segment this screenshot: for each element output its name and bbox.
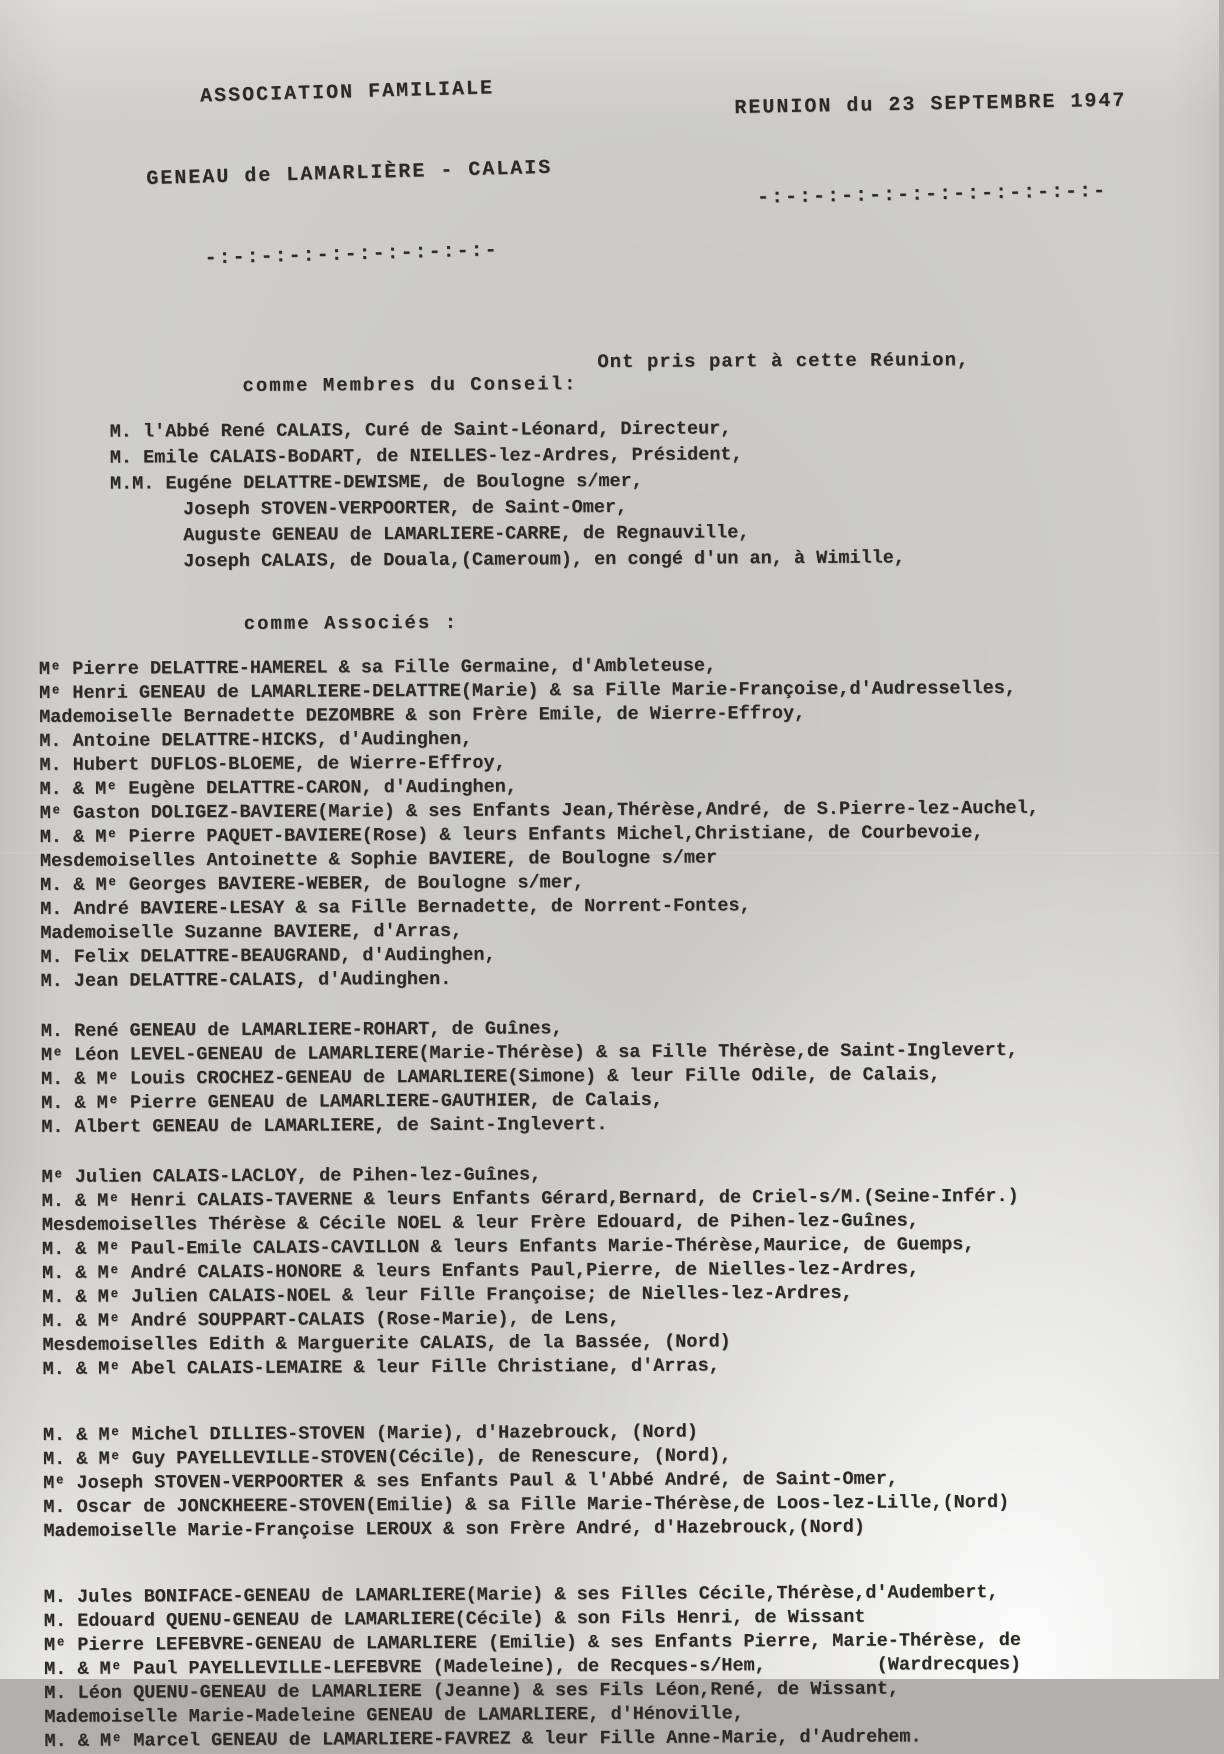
associates-group-1 <box>39 652 1192 994</box>
document-text-line: Joseph CALAIS, de Douala,(Cameroum), en congé d'un an, à Wimille, <box>183 547 906 573</box>
meeting-title-underline: -:-:-:-:-:-:-:-:-:-:-:-:- <box>756 179 1108 210</box>
association-title-block <box>142 20 556 328</box>
document-text-line: M. Felix DELATTRE-BEAUGRAND, d'Audinghen, <box>40 944 496 968</box>
associates-heading: comme Associés : <box>243 611 459 635</box>
document-text-line: M. Hubert DUFLOS-BLOEME, de Wierre-Effroy, <box>39 752 506 776</box>
document-text-line: M. & Mᵉ Georges BAVIERE-WEBER, de Boulogne s/mer, <box>39 872 585 896</box>
document-text-line: M. Albert GENEAU de LAMARLIERE, de Saint-Inglevert. <box>41 1114 608 1138</box>
document-text-line: Mesdemoiselles Thérèse & Cécile NOEL & leur Frère Edouard, de Pihen-lez-Guînes, <box>41 1210 919 1236</box>
document-text-line: M. René GENEAU de LAMARLIERE-ROHART, de Guînes, <box>40 1018 563 1042</box>
document-text-line: M. Jean DELATTRE-CALAIS, d'Audinghen. <box>40 968 452 992</box>
document-text-line: Mademoiselle Marie-Françoise LEROUX & son Frère André, d'Hazebrouck,(Nord) <box>43 1516 866 1542</box>
document-text-line: M. Edouard QUENU-GENEAU de LAMARLIERE(Cécile) & son Fils Henri, de Wissant <box>43 1606 866 1632</box>
document-text-line: M. Léon QUENU-GENEAU de LAMARLIERE (Jeanne) & ses Fils Léon,René, de Wissant, <box>44 1678 900 1704</box>
document-text-line: Mᵉ Pierre DELATTRE-HAMEREL & sa Fille Germaine, d'Ambleteuse, <box>38 655 717 680</box>
associates-group-5 <box>44 1580 1196 1754</box>
document-text-line: Mᵉ Henri GENEAU de LAMARLIERE-DELATTRE(Marie) & sa Fille Marie-Françoise,d'Audresselles, <box>38 677 1017 704</box>
association-name-line2: GENEAU de LAMARLIÈRE - CALAIS <box>146 156 553 192</box>
document-text-line: M. Oscar de JONCKHEERE-STOVEN(Emilie) & sa Fille Marie-Thérèse,de Loos-lez-Lille,(Nord) <box>43 1491 1010 1518</box>
document-text-line: Mᵉ Gaston DOLIGEZ-BAVIERE(Marie) & ses Enfants Jean,Thérèse,André, de S.Pierre-lez-Auchel, <box>39 797 1039 824</box>
associates-group-4 <box>43 1418 1195 1544</box>
document-text-line: Mesdemoiselles Edith & Marguerite CALAIS, de la Bassée, (Nord) <box>42 1331 731 1356</box>
meeting-title-block <box>733 27 1130 274</box>
meeting-title: REUNION du 23 SEPTEMBRE 1947 <box>734 89 1127 121</box>
council-members-list <box>110 414 1189 498</box>
document-text-line: Mademoiselle Bernadette DEZOMBRE & son Frère Emile, de Wierre-Effroy, <box>39 702 806 728</box>
document-header <box>36 21 1189 324</box>
document-text-line: M. & Mᵉ Abel CALAIS-LEMAIRE & leur Fille Christiane, d'Arras, <box>42 1355 720 1380</box>
participants-note: Ont pris part à cette Réunion, <box>597 349 970 374</box>
document-text-line: M. & Mᵉ Paul PAYELLEVILLE-LEFEBVRE (Madeleine), de Recques-s/Hem, (Wardrecques) <box>44 1653 1022 1680</box>
document-text-line: M. & Mᵉ Julien CALAIS-NOEL & leur Fille Françoise; de Nielles-lez-Ardres, <box>42 1282 853 1308</box>
document-text-line: M. Antoine DELATTRE-HICKS, d'Audinghen, <box>39 728 473 752</box>
association-name-line1: ASSOCIATION FAMILIALE <box>199 77 495 109</box>
document-text-line: M. & Mᵉ Eugène DELATTRE-CARON, d'Audinghen, <box>39 776 517 800</box>
document-text-line: Mademoiselle Suzanne BAVIERE, d'Arras, <box>40 920 463 944</box>
associates-group-2 <box>41 1014 1193 1140</box>
document-text-line: M. & Mᵉ Pierre PAQUET-BAVIERE(Rose) & leurs Enfants Michel,Christiane, de Courbevoie, <box>39 822 984 848</box>
document-text-line: Mademoiselle Marie-Madeleine GENEAU de LAMARLIERE, d'Hénoville, <box>44 1703 744 1728</box>
document-text-line: M.M. Eugéne DELATTRE-DEWISME, de Boulogne s/mer, <box>109 470 643 495</box>
document-text-line: Mᵉ Julien CALAIS-LACLOY, de Pihen-lez-Guînes, <box>41 1164 542 1188</box>
document-text-line: M. & Mᵉ André CALAIS-HONORE & leurs Enfants Paul,Pierre, de Nielles-lez-Ardres, <box>42 1258 920 1284</box>
document-text-line: M. André BAVIERE-LESAY & sa Fille Bernadette, de Norrent-Fontes, <box>40 895 751 920</box>
association-title-underline: -:-:-:-:-:-:-:-:-:-:- <box>204 239 499 271</box>
document-text-line: M. & Mᵉ Michel DILLIES-STOVEN (Marie), d'Hazebrouck, (Nord) <box>42 1421 698 1446</box>
council-members-list-continued <box>183 492 1189 575</box>
document-text-line: Auguste GENEAU de LAMARLIERE-CARRE, de Regnauville, <box>183 522 750 547</box>
document-text-line: M. & Mᵉ Pierre GENEAU de LAMARLIERE-GAUTHIER, de Calais, <box>41 1089 663 1114</box>
document-text-line: M. & Mᵉ André SOUPPART-CALAIS (Rose-Marie), de Lens, <box>42 1307 620 1332</box>
document-text-line: M. & Mᵉ Marcel GENEAU de LAMARLIERE-FAVREZ & leur Fille Anne-Marie, d'Audrehem. <box>44 1726 922 1752</box>
document-text-line: M. Jules BONIFACE-GENEAU de LAMARLIERE(Marie) & ses Filles Cécile,Thérèse,d'Audembert, <box>43 1581 999 1608</box>
document-text-line: M. l'Abbé René CALAIS, Curé de Saint-Léonard, Directeur, <box>109 418 732 443</box>
document-text-line: Mᵉ Pierre LEFEBVRE-GENEAU de LAMARLIERE (Emilie) & ses Enfants Pierre, Marie-Thérèse, de <box>43 1629 1022 1656</box>
document-text-line: Mesdemoiselles Antoinette & Sophie BAVIERE, de Boulogne s/mer <box>39 847 718 872</box>
document-text-line: M. & Mᵉ Guy PAYELLEVILLE-STOVEN(Cécile), de Renescure, (Nord), <box>42 1445 732 1470</box>
document-text-line: Mᵉ Léon LEVEL-GENEAU de LAMARLIERE(Marie-Thérèse) & sa Fille Thérèse,de Saint-Inglevert, <box>40 1039 1018 1066</box>
document-text-line: M. & Mᵉ Henri CALAIS-TAVERNE & leurs Enfants Gérard,Bernard, de Criel-s/M.(Seine-Infér.) <box>41 1185 1019 1212</box>
council-heading: comme Membres du Conseil: <box>242 373 578 397</box>
document-text-line: M. & Mᵉ Louis CROCHEZ-GENEAU de LAMARLIERE(Simone) & leur Fille Odile, de Calais, <box>41 1064 941 1090</box>
document-text-line: Joseph STOVEN-VERPOORTER, de Saint-Omer, <box>183 496 628 521</box>
document-text-line: M. & Mᵉ Paul-Emile CALAIS-CAVILLON & leurs Enfants Marie-Thérèse,Maurice, de Guemps, <box>41 1234 975 1260</box>
associates-group-3 <box>42 1160 1194 1382</box>
document-text-line: Mᵉ Joseph STOVEN-VERPOORTER & ses Enfants Paul & l'Abbé André, de Saint-Omer, <box>43 1468 899 1494</box>
document-text-line: M. Emile CALAIS-BoDART, de NIELLES-lez-Ardres, Président, <box>109 444 743 469</box>
